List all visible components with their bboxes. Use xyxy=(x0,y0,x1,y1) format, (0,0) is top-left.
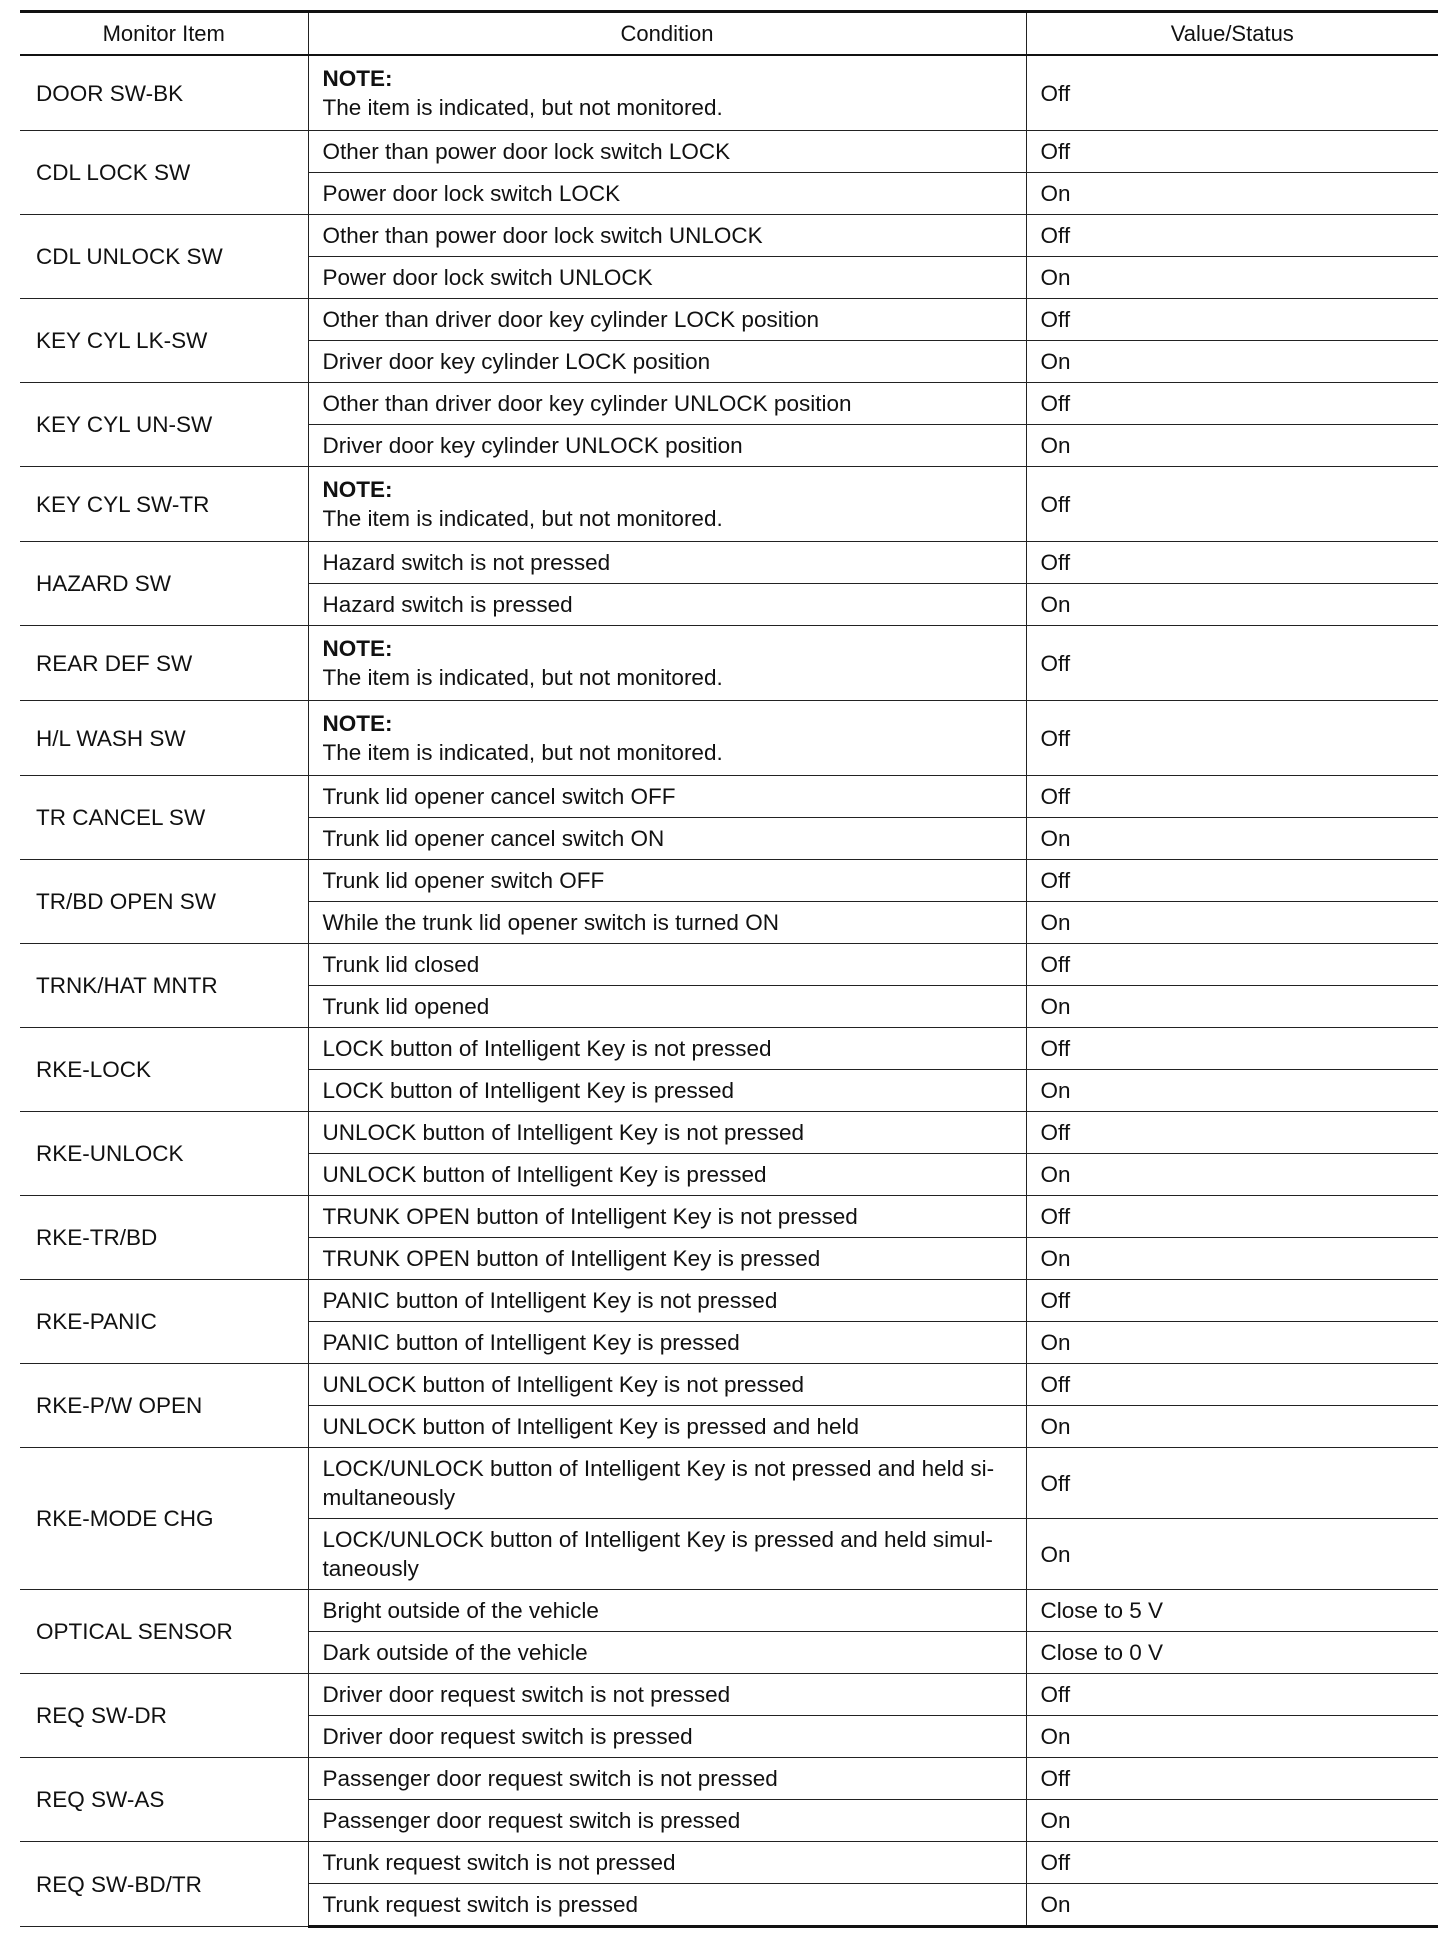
value-cell: On xyxy=(1026,1519,1438,1590)
value-cell: Off xyxy=(1026,467,1438,542)
condition-cell: Trunk lid opener cancel switch OFF xyxy=(308,776,1026,818)
table-row xyxy=(20,542,1438,584)
table-row xyxy=(20,1674,1438,1716)
monitor-item-cell: REQ SW-AS xyxy=(20,1758,308,1842)
condition-cell: Bright outside of the vehicle xyxy=(308,1590,1026,1632)
table-row xyxy=(20,383,1438,425)
condition-cell: Trunk lid opener cancel switch ON xyxy=(308,818,1026,860)
table-row xyxy=(20,860,1438,902)
monitor-item-cell: RKE-UNLOCK xyxy=(20,1112,308,1196)
condition-cell xyxy=(308,467,1026,542)
monitor-item-cell: RKE-MODE CHG xyxy=(20,1448,308,1590)
table-row xyxy=(20,131,1438,173)
monitor-item-cell: RKE-P/W OPEN xyxy=(20,1364,308,1448)
value-cell: On xyxy=(1026,1800,1438,1842)
value-cell: Off xyxy=(1026,1758,1438,1800)
note-text: The item is indicated, but not monitored. xyxy=(322,740,723,765)
monitor-item-cell: H/L WASH SW xyxy=(20,701,308,776)
monitor-item-cell: RKE-TR/BD xyxy=(20,1196,308,1280)
value-cell: Off xyxy=(1026,701,1438,776)
condition-cell xyxy=(308,55,1026,131)
condition-cell: Power door lock switch UNLOCK xyxy=(308,257,1026,299)
condition-cell xyxy=(308,626,1026,701)
value-cell: Off xyxy=(1026,776,1438,818)
value-cell: Off xyxy=(1026,1674,1438,1716)
monitor-item-cell: KEY CYL LK-SW xyxy=(20,299,308,383)
value-cell: On xyxy=(1026,1716,1438,1758)
table-row xyxy=(20,701,1438,776)
condition-cell: PANIC button of Intelligent Key is not pressed xyxy=(308,1280,1026,1322)
monitor-item-cell: REQ SW-DR xyxy=(20,1674,308,1758)
condition-cell: Other than power door lock switch UNLOCK xyxy=(308,215,1026,257)
monitor-item-cell: RKE-LOCK xyxy=(20,1028,308,1112)
monitor-item-cell: TRNK/HAT MNTR xyxy=(20,944,308,1028)
value-cell: Off xyxy=(1026,1028,1438,1070)
value-cell: Close to 0 V xyxy=(1026,1632,1438,1674)
value-cell: On xyxy=(1026,1406,1438,1448)
monitor-item-cell: KEY CYL SW-TR xyxy=(20,467,308,542)
condition-cell xyxy=(308,701,1026,776)
header-row xyxy=(20,12,1438,56)
condition-cell: Hazard switch is pressed xyxy=(308,584,1026,626)
monitor-item-cell: REQ SW-BD/TR xyxy=(20,1842,308,1927)
condition-cell: Trunk request switch is not pressed xyxy=(308,1842,1026,1884)
condition-cell: UNLOCK button of Intelligent Key is pressed and held xyxy=(308,1406,1026,1448)
value-cell: On xyxy=(1026,1154,1438,1196)
condition-cell: UNLOCK button of Intelligent Key is pressed xyxy=(308,1154,1026,1196)
value-cell: Off xyxy=(1026,1280,1438,1322)
monitor-item-cell: HAZARD SW xyxy=(20,542,308,626)
value-cell: On xyxy=(1026,1070,1438,1112)
table-row xyxy=(20,626,1438,701)
table-row xyxy=(20,1280,1438,1322)
condition-cell: Trunk lid opener switch OFF xyxy=(308,860,1026,902)
value-cell: Close to 5 V xyxy=(1026,1590,1438,1632)
monitor-item-table xyxy=(20,10,1438,1928)
monitor-item-cell: REAR DEF SW xyxy=(20,626,308,701)
condition-cell: LOCK button of Intelligent Key is not pressed xyxy=(308,1028,1026,1070)
value-cell: On xyxy=(1026,902,1438,944)
value-cell: On xyxy=(1026,257,1438,299)
condition-cell: Trunk lid closed xyxy=(308,944,1026,986)
table-row xyxy=(20,467,1438,542)
monitor-item-cell: CDL UNLOCK SW xyxy=(20,215,308,299)
note-text: The item is indicated, but not monitored. xyxy=(322,665,723,690)
note-text: The item is indicated, but not monitored. xyxy=(322,506,723,531)
value-cell: Off xyxy=(1026,1112,1438,1154)
table-row xyxy=(20,1028,1438,1070)
value-cell: Off xyxy=(1026,1196,1438,1238)
table-row xyxy=(20,776,1438,818)
value-cell: On xyxy=(1026,986,1438,1028)
value-cell: Off xyxy=(1026,626,1438,701)
condition-cell: Other than driver door key cylinder UNLOCK position xyxy=(308,383,1026,425)
value-cell: On xyxy=(1026,1884,1438,1927)
header-value-status: Value/Status xyxy=(1026,12,1438,56)
condition-cell: LOCK/UNLOCK button of Intelligent Key is not pressed and held si-multaneously xyxy=(308,1448,1026,1519)
condition-cell: UNLOCK button of Intelligent Key is not pressed xyxy=(308,1112,1026,1154)
table-row xyxy=(20,299,1438,341)
condition-cell: Driver door request switch is pressed xyxy=(308,1716,1026,1758)
value-cell: Off xyxy=(1026,383,1438,425)
note-label: NOTE: xyxy=(322,66,393,91)
value-cell: Off xyxy=(1026,1364,1438,1406)
value-cell: Off xyxy=(1026,55,1438,131)
table-row xyxy=(20,1448,1438,1519)
condition-cell: While the trunk lid opener switch is turned ON xyxy=(308,902,1026,944)
value-cell: Off xyxy=(1026,542,1438,584)
condition-cell: Driver door key cylinder UNLOCK position xyxy=(308,425,1026,467)
table-row xyxy=(20,215,1438,257)
table-row xyxy=(20,55,1438,131)
value-cell: Off xyxy=(1026,1842,1438,1884)
value-cell: On xyxy=(1026,818,1438,860)
condition-cell: Dark outside of the vehicle xyxy=(308,1632,1026,1674)
condition-cell: Trunk request switch is pressed xyxy=(308,1884,1026,1927)
value-cell: Off xyxy=(1026,131,1438,173)
condition-cell: TRUNK OPEN button of Intelligent Key is pressed xyxy=(308,1238,1026,1280)
table-row xyxy=(20,1112,1438,1154)
condition-cell: PANIC button of Intelligent Key is pressed xyxy=(308,1322,1026,1364)
monitor-item-cell: DOOR SW-BK xyxy=(20,55,308,131)
table-row xyxy=(20,944,1438,986)
value-cell: On xyxy=(1026,173,1438,215)
value-cell: Off xyxy=(1026,215,1438,257)
value-cell: Off xyxy=(1026,860,1438,902)
monitor-item-cell: TR/BD OPEN SW xyxy=(20,860,308,944)
condition-cell: Hazard switch is not pressed xyxy=(308,542,1026,584)
value-cell: On xyxy=(1026,425,1438,467)
value-cell: Off xyxy=(1026,299,1438,341)
table-row xyxy=(20,1590,1438,1632)
condition-cell: Other than power door lock switch LOCK xyxy=(308,131,1026,173)
condition-cell: TRUNK OPEN button of Intelligent Key is not pressed xyxy=(308,1196,1026,1238)
condition-cell: Driver door key cylinder LOCK position xyxy=(308,341,1026,383)
condition-cell: Trunk lid opened xyxy=(308,986,1026,1028)
table-row xyxy=(20,1196,1438,1238)
condition-cell: Other than driver door key cylinder LOCK position xyxy=(308,299,1026,341)
condition-cell: Driver door request switch is not pressed xyxy=(308,1674,1026,1716)
note-label: NOTE: xyxy=(322,711,393,736)
value-cell: On xyxy=(1026,584,1438,626)
table-row xyxy=(20,1758,1438,1800)
value-cell: On xyxy=(1026,1238,1438,1280)
condition-cell: LOCK/UNLOCK button of Intelligent Key is pressed and held simul-taneously xyxy=(308,1519,1026,1590)
value-cell: Off xyxy=(1026,944,1438,986)
header-monitor-item: Monitor Item xyxy=(20,12,308,56)
value-cell: On xyxy=(1026,1322,1438,1364)
monitor-item-cell: CDL LOCK SW xyxy=(20,131,308,215)
value-cell: On xyxy=(1026,341,1438,383)
note-label: NOTE: xyxy=(322,636,393,661)
table-row xyxy=(20,1364,1438,1406)
monitor-item-cell: RKE-PANIC xyxy=(20,1280,308,1364)
monitor-item-cell: KEY CYL UN-SW xyxy=(20,383,308,467)
table-row xyxy=(20,1842,1438,1884)
header-condition: Condition xyxy=(308,12,1026,56)
condition-cell: LOCK button of Intelligent Key is pressed xyxy=(308,1070,1026,1112)
monitor-item-cell: TR CANCEL SW xyxy=(20,776,308,860)
condition-cell: Passenger door request switch is pressed xyxy=(308,1800,1026,1842)
condition-cell: UNLOCK button of Intelligent Key is not pressed xyxy=(308,1364,1026,1406)
monitor-item-cell: OPTICAL SENSOR xyxy=(20,1590,308,1674)
note-text: The item is indicated, but not monitored. xyxy=(322,95,723,120)
value-cell: Off xyxy=(1026,1448,1438,1519)
condition-cell: Passenger door request switch is not pressed xyxy=(308,1758,1026,1800)
condition-cell: Power door lock switch LOCK xyxy=(308,173,1026,215)
note-label: NOTE: xyxy=(322,477,393,502)
